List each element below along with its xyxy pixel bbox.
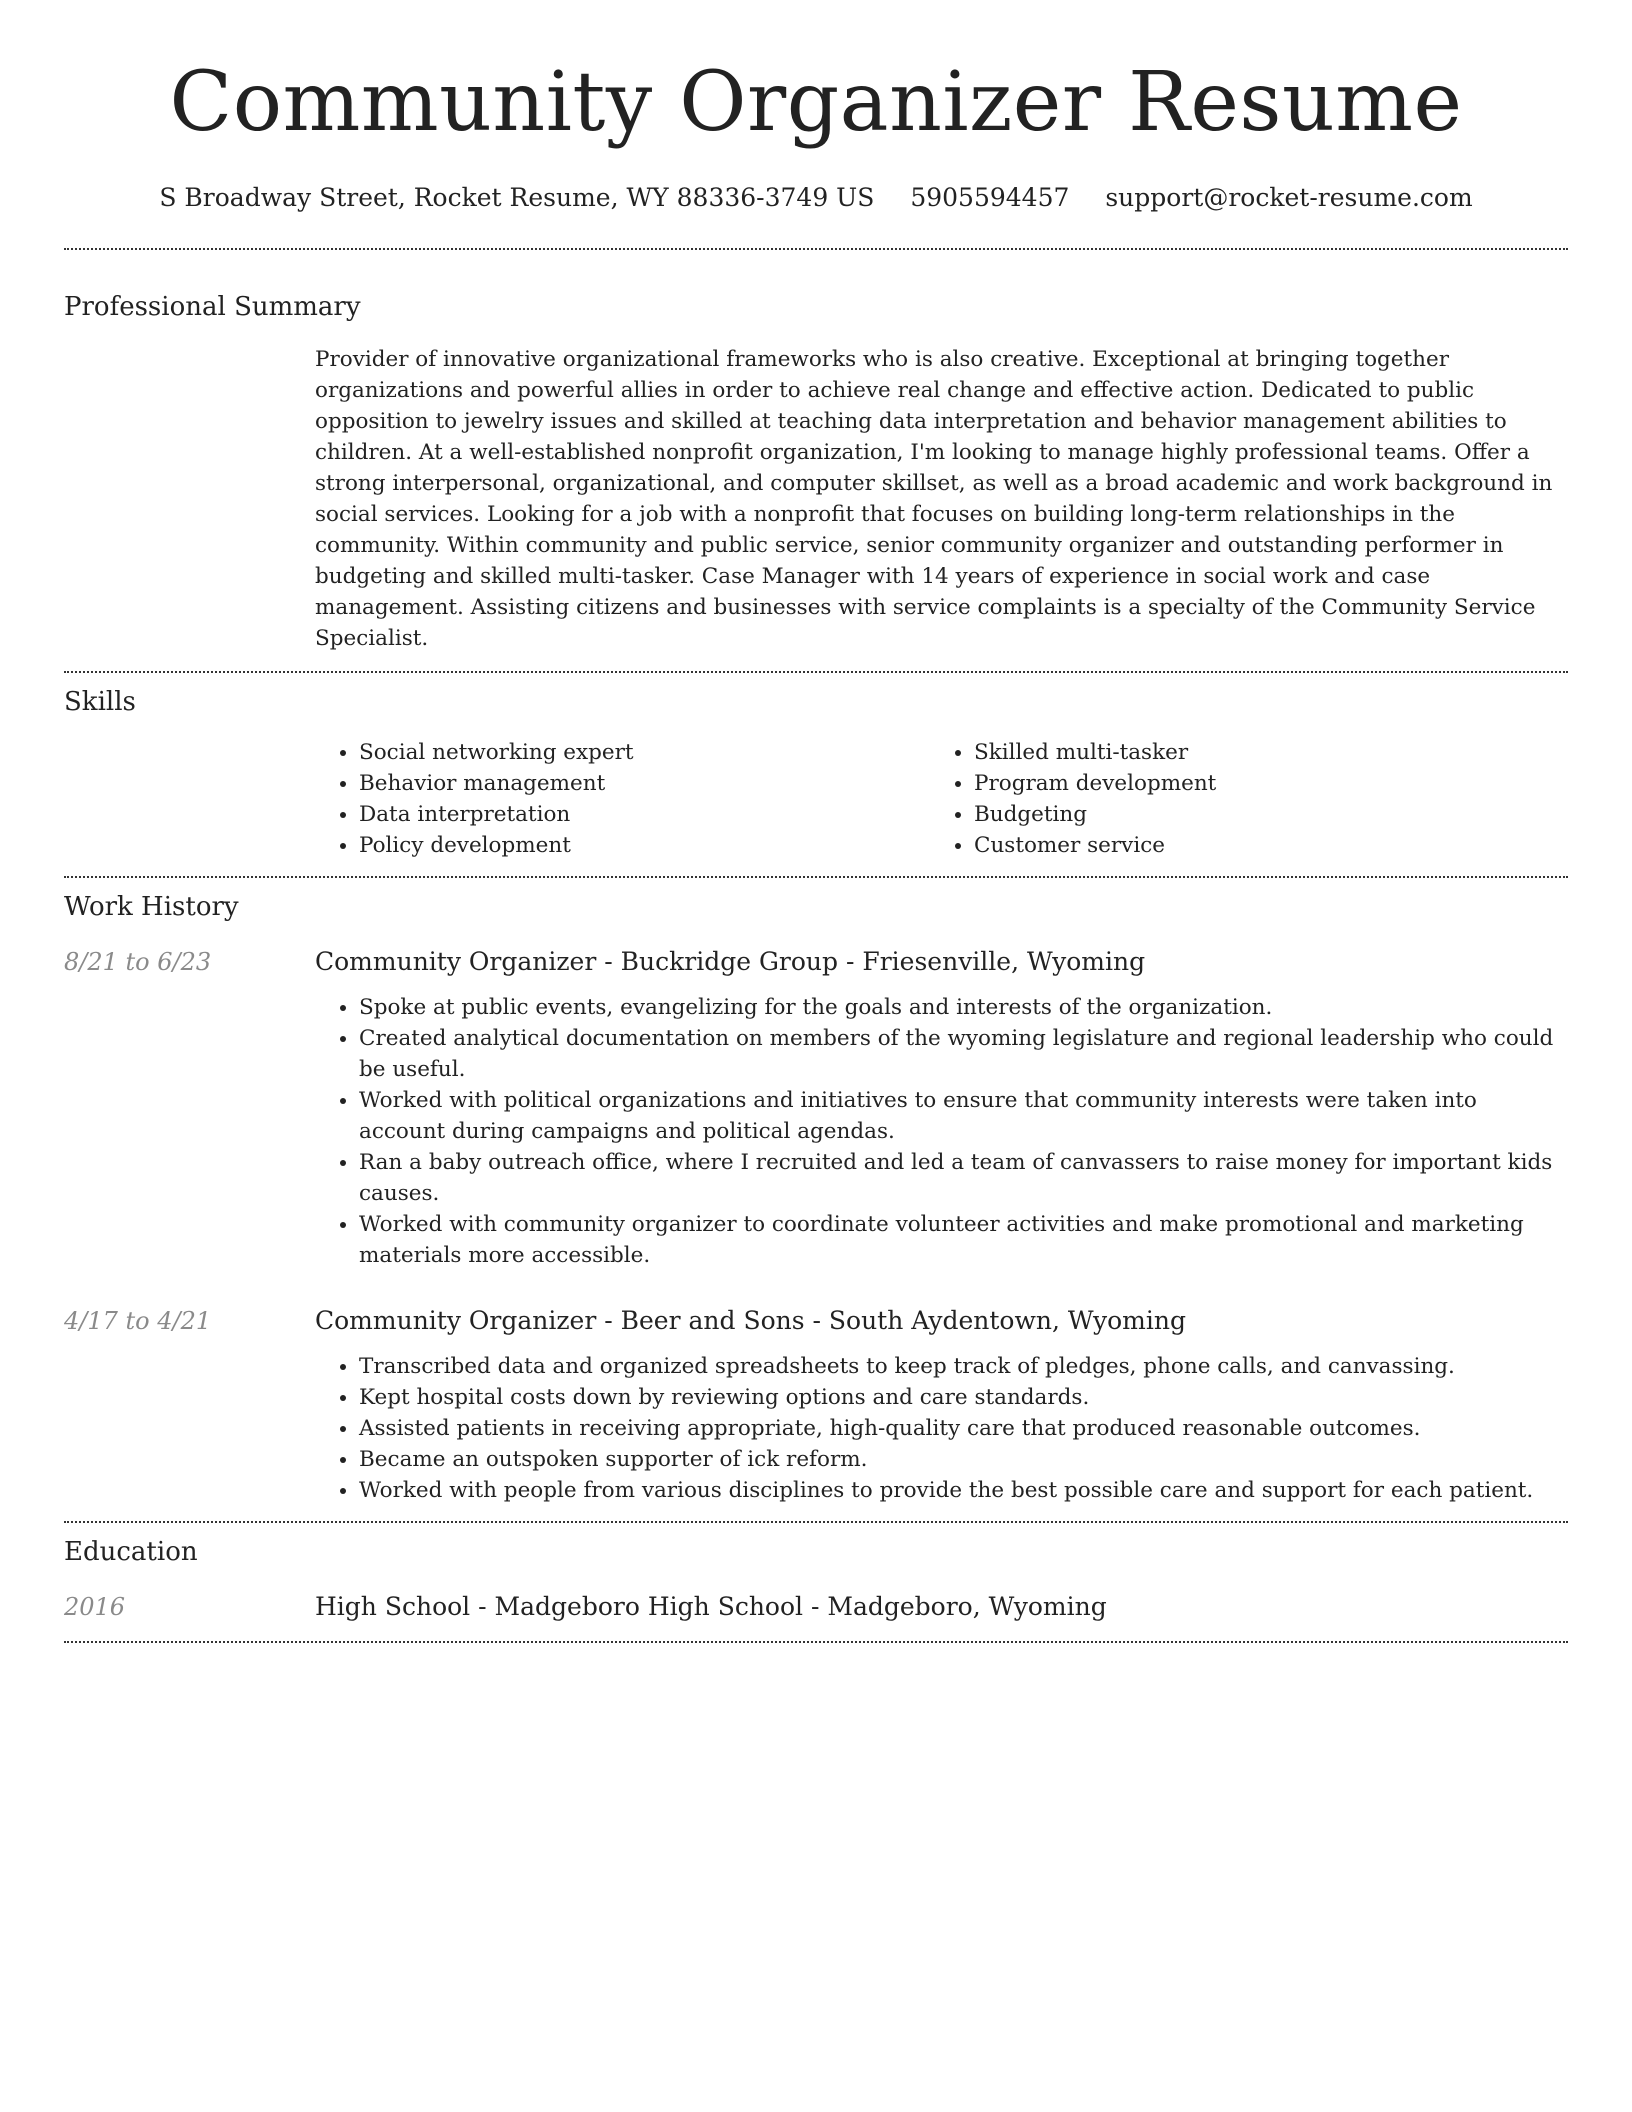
contact-email: support@rocket-resume.com: [1105, 183, 1473, 212]
skill-item: • Social networking expert: [359, 737, 930, 768]
job-bullets: [315, 1351, 1568, 1506]
job-bullet: • Ran a baby outreach office, where I recruited and led a team of canvassers to raise money for important kids causes.: [359, 1147, 1568, 1209]
section-heading-skills: Skills: [64, 687, 136, 717]
job-bullet: • Assisted patients in receiving appropriate, high-quality care that produced reasonable outcomes.: [359, 1413, 1568, 1444]
work-section: [64, 878, 1568, 1506]
job-dates: 4/17 to 4/21: [64, 1307, 212, 1335]
skill-item: • Policy development: [359, 830, 930, 861]
job-title-line: Community Organizer - Beer and Sons - South Aydentown, Wyoming: [315, 1306, 1186, 1335]
education-section: [64, 1523, 1568, 1623]
skills-section: [64, 673, 1568, 861]
section-heading-education: Education: [64, 1537, 198, 1567]
education-year: 2016: [64, 1593, 126, 1621]
summary-text: Provider of innovative organizational frameworks who is also creative. Exceptional at bringing together organizations and powerful allies in order to achieve real change and effective action. Dedicated to public opposition to jewelry issues and skilled at teaching data interpretation and behavior management abilities to children. At a well-established nonprofit organization, I'm looking to manage highly professional teams. Offer a strong interpersonal, organizational, and computer skillset, as well as a broad academic and work background in social services. Looking for a job with a nonprofit that focuses on building long-term relationships in the community. Within community and public service, senior community organizer and outstanding performer in budgeting and skilled multi-tasker. Case Manager with 14 years of experience in social work and case management. Assisting citizens and businesses with service complaints is a specialty of the Community Service Specialist.: [315, 347, 1553, 651]
job-title-line: Community Organizer - Buckridge Group - Friesenville, Wyoming: [315, 947, 1146, 976]
contact-address: S Broadway Street, Rocket Resume, WY 88336-3749 US: [159, 183, 875, 212]
job-entry: [64, 1305, 1568, 1506]
skill-item: • Behavior management: [359, 768, 930, 799]
education-entry: [64, 1591, 1568, 1623]
job-location: South Aydentown, Wyoming: [828, 1306, 1186, 1335]
job-title: Community Organizer: [315, 947, 597, 976]
contact-line: [64, 182, 1568, 214]
section-heading-summary: Professional Summary: [64, 292, 361, 322]
job-bullet: • Kept hospital costs down by reviewing options and care standards.: [359, 1382, 1568, 1413]
education-degree: High School: [315, 1592, 471, 1621]
job-title: Community Organizer: [315, 1306, 597, 1335]
job-bullet: • Worked with political organizations and initiatives to ensure that community interests were taken into account during campaigns and political agendas.: [359, 1085, 1568, 1147]
skills-list-right: [930, 737, 1545, 861]
resume-page: [64, 0, 1568, 1643]
education-location: Madgeboro, Wyoming: [827, 1592, 1107, 1621]
job-bullet: • Became an outspoken supporter of ick reform.: [359, 1444, 1568, 1475]
job-bullet: • Spoke at public events, evangelizing for the goals and interests of the organization.: [359, 992, 1568, 1023]
skills-list-left: [315, 737, 930, 861]
job-bullet: • Transcribed data and organized spreadsheets to keep track of pledges, phone calls, and canvassing.: [359, 1351, 1568, 1382]
skill-item: • Data interpretation: [359, 799, 930, 830]
summary-section: [64, 250, 1568, 654]
skill-item: • Program development: [974, 768, 1545, 799]
education-school: Madgeboro High School: [494, 1592, 804, 1621]
divider: [64, 1641, 1568, 1643]
section-heading-work: Work History: [64, 892, 239, 922]
job-bullet: • Worked with people from various disciplines to provide the best possible care and support for each patient.: [359, 1475, 1568, 1506]
job-company: Beer and Sons: [620, 1306, 805, 1335]
skill-item: • Budgeting: [974, 799, 1545, 830]
skill-item: • Skilled multi-tasker: [974, 737, 1545, 768]
job-company: Buckridge Group: [620, 947, 839, 976]
resume-title: Community Organizer Resume: [169, 55, 1463, 150]
job-bullet: • Created analytical documentation on members of the wyoming legislature and regional leadership who could be useful.: [359, 1023, 1568, 1085]
job-location: Friesenville, Wyoming: [862, 947, 1146, 976]
skill-item: • Customer service: [974, 830, 1545, 861]
job-entry: [64, 946, 1568, 1271]
education-title-line: High School - Madgeboro High School - Madgeboro, Wyoming: [315, 1592, 1107, 1621]
job-bullets: [315, 992, 1568, 1271]
contact-phone: 5905594457: [910, 183, 1070, 212]
job-bullet: • Worked with community organizer to coordinate volunteer activities and make promotional and marketing materials more accessible.: [359, 1209, 1568, 1271]
job-dates: 8/21 to 6/23: [64, 948, 212, 976]
